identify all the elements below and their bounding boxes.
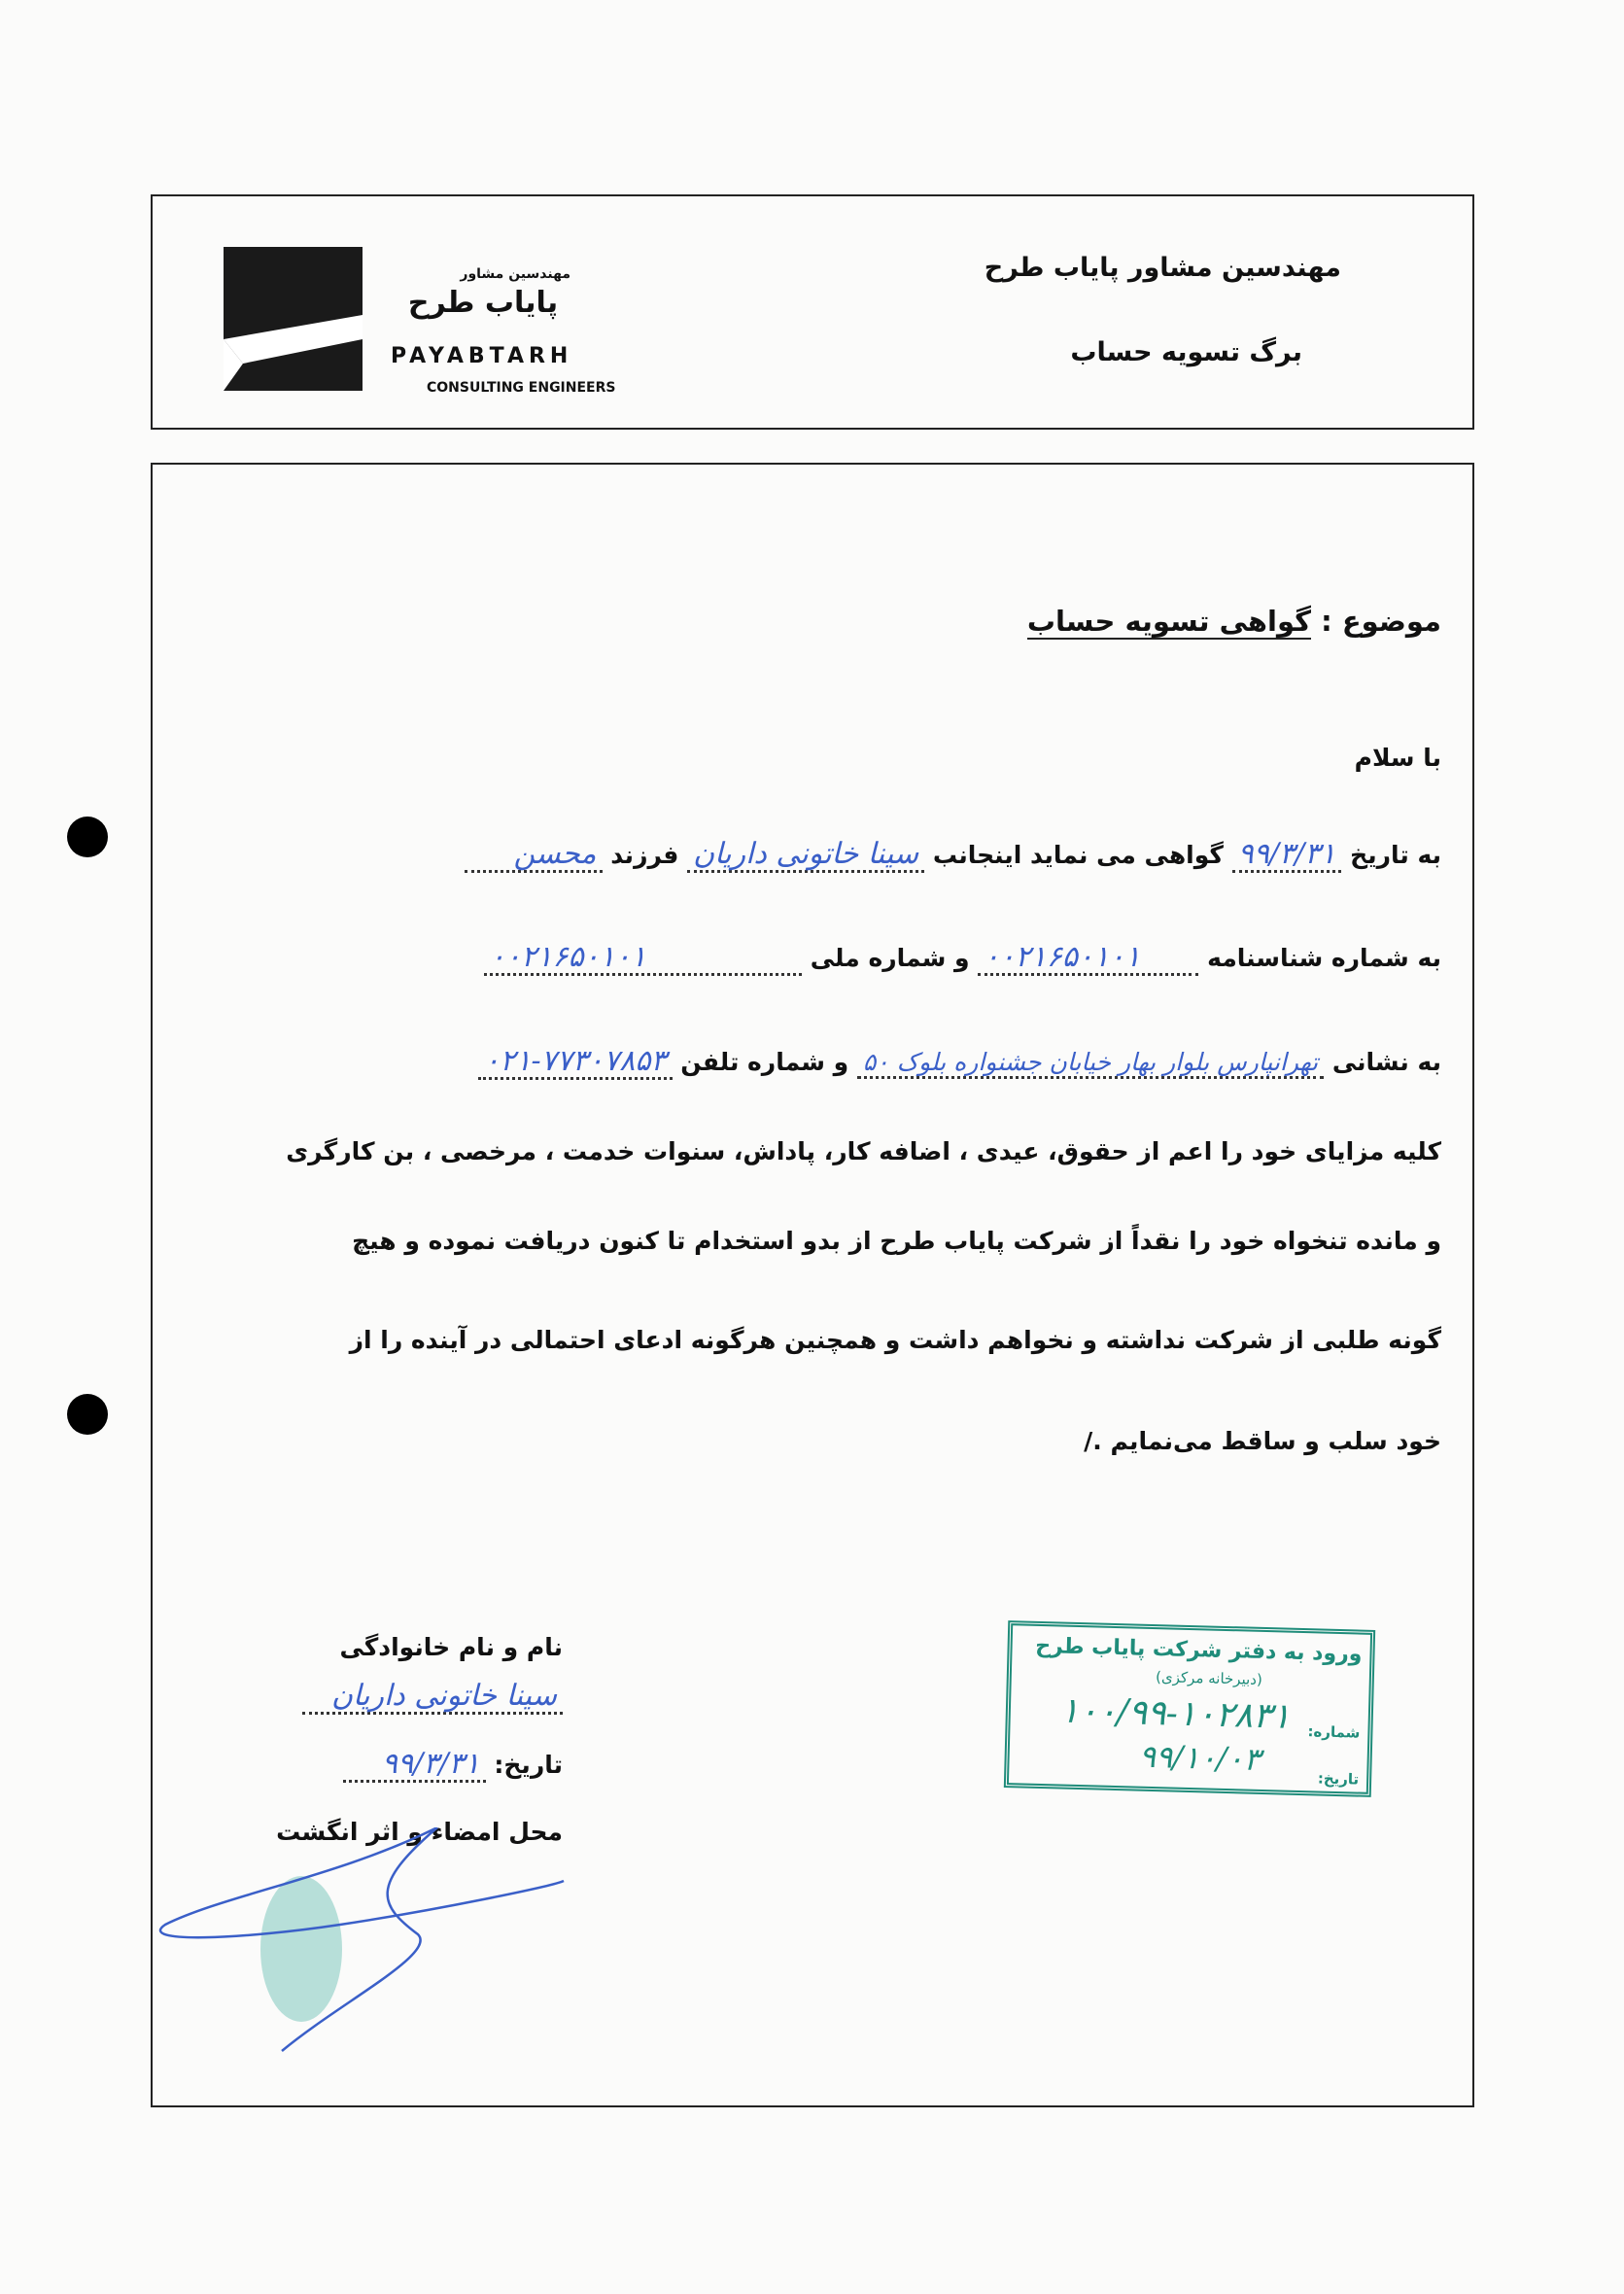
signature-name-field: سینا خاتونی داریان bbox=[302, 1680, 563, 1715]
form-title: برگ تسویه حساب bbox=[1070, 337, 1302, 367]
label: گواهی می نماید اینجانب bbox=[932, 841, 1224, 869]
subject-line bbox=[1027, 605, 1441, 638]
subject-value: گواهی تسویه حساب bbox=[1026, 605, 1312, 638]
address-field: تهرانپارس بلوار بهار خیابان جشنواره بلوک ۵۰ bbox=[857, 1049, 1324, 1079]
paragraph-line: گونه طلبی از شرکت نداشته و نخواهم داشت و همچنین هرگونه ادعای احتمالی در آینده را از bbox=[349, 1326, 1441, 1354]
name-field: سینا خاتونی داریان bbox=[687, 838, 924, 873]
sign-label: محل امضاء و اثر انگشت bbox=[276, 1818, 563, 1846]
logo-fa-small: مهندسین مشاور bbox=[460, 266, 570, 282]
date-label: تاریخ: bbox=[494, 1751, 563, 1779]
label: به تاریخ bbox=[1350, 841, 1441, 869]
punch-hole bbox=[67, 817, 108, 857]
registry-stamp bbox=[1004, 1620, 1375, 1797]
stamp-subtitle: (دبیرخانه مرکزی) bbox=[1155, 1668, 1263, 1688]
paragraph-line: کلیه مزایای خود را اعم از حقوق، عیدی ، اضافه کار، پاداش، سنوات خدمت ، مرخصی ، بن کارگری bbox=[286, 1137, 1441, 1165]
logo-en-name: PAYABTARH bbox=[391, 344, 573, 368]
logo-mark bbox=[224, 247, 363, 391]
label: به شماره شناسنامه bbox=[1207, 944, 1441, 972]
stamp-number-label: شماره: bbox=[1307, 1722, 1361, 1742]
logo-en-sub: CONSULTING ENGINEERS bbox=[427, 380, 616, 396]
fingerprint-icon bbox=[260, 1876, 342, 2022]
birth-certificate-field: ۰۰۲۱۶۵۰۱۰۱ bbox=[978, 941, 1198, 976]
subject-label: موضوع : bbox=[1321, 605, 1441, 638]
paragraph-line: و مانده تنخواه خود را نقداً از شرکت پایاب طرح از بدو استخدام تا کنون دریافت نموده و هیچ bbox=[352, 1227, 1441, 1255]
label: و شماره ملی bbox=[810, 944, 970, 972]
stamp-date-label: تاریخ: bbox=[1317, 1769, 1360, 1789]
stamp-title: ورود به دفتر شرکت پایاب طرح bbox=[1034, 1633, 1363, 1667]
label: و شماره تلفن bbox=[680, 1048, 849, 1076]
line-id bbox=[484, 941, 1441, 976]
logo-fa-name: پایاب طرح bbox=[407, 286, 559, 320]
signature-name-line bbox=[302, 1680, 563, 1715]
stamp-date-value: ۹۹/۱۰/۰۳ bbox=[1138, 1737, 1261, 1778]
punch-hole bbox=[67, 1394, 108, 1435]
label: فرزند bbox=[610, 841, 679, 869]
company-name: مهندسین مشاور پایاب طرح bbox=[984, 253, 1341, 283]
label: به نشانی bbox=[1331, 1048, 1441, 1076]
name-label: نام و نام خانوادگی bbox=[339, 1633, 563, 1661]
father-name-field: محسن bbox=[465, 838, 602, 873]
stamp-number-value: ۱۰۰/۹۹-۱۰۲۸۳۱ bbox=[1059, 1690, 1292, 1737]
signature-date-line bbox=[343, 1748, 563, 1783]
phone-field: ۰۲۱-۷۷۳۰۷۸۵۳ bbox=[478, 1045, 672, 1080]
signature-and-fingerprint bbox=[146, 1827, 593, 2070]
greeting: با سلام bbox=[1354, 744, 1441, 772]
national-id-field: ۰۰۲۱۶۵۰۱۰۱ bbox=[484, 941, 802, 976]
header-box bbox=[151, 194, 1474, 430]
signature-stroke bbox=[160, 1827, 564, 2051]
line-address bbox=[478, 1045, 1441, 1080]
signature-date-field: ۹۹/۳/۳۱ bbox=[343, 1748, 486, 1783]
date-field: ۹۹/۳/۳۱ bbox=[1232, 838, 1342, 873]
paragraph-line: خود سلب و ساقط می‌نمایم ./ bbox=[1084, 1427, 1441, 1455]
line-date-name bbox=[465, 838, 1441, 873]
